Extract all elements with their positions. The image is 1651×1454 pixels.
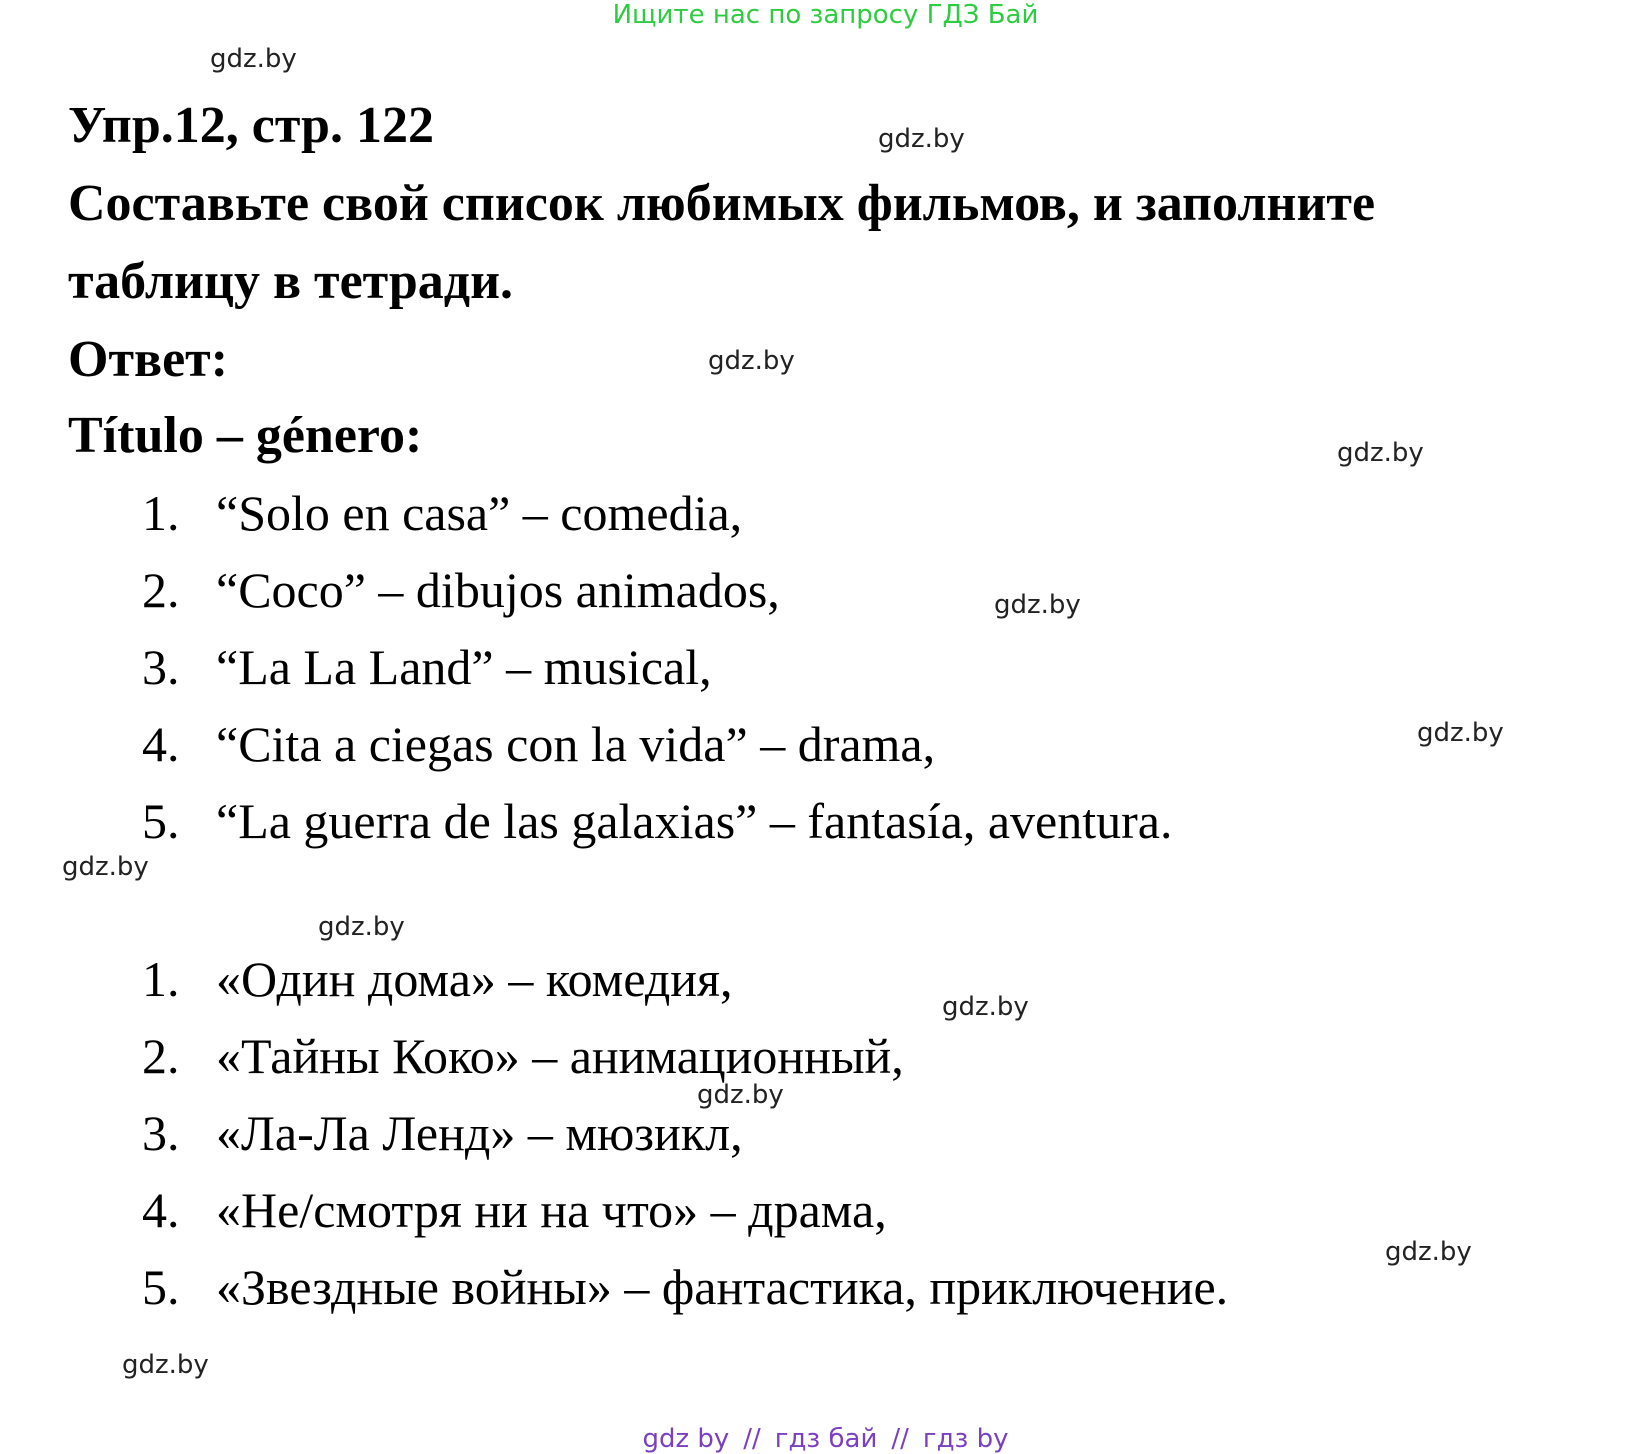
spanish-list-item <box>142 484 742 542</box>
item-number: 2. <box>142 1028 180 1084</box>
item-text: «Не/смотря ни на что» – драма, <box>216 1182 887 1238</box>
list-subtitle: Título – género: <box>68 407 423 464</box>
footer-text: гдз бай <box>774 1424 878 1454</box>
watermark: gdz.by <box>1337 438 1424 468</box>
watermark: gdz.by <box>942 992 1029 1022</box>
russian-list-item <box>142 1104 743 1162</box>
watermark: gdz.by <box>62 852 149 882</box>
watermark: gdz.by <box>1417 718 1504 748</box>
russian-list-item <box>142 1027 904 1085</box>
item-number: 2. <box>142 562 180 618</box>
exercise-title: Упр.12, стр. 122 <box>68 97 434 154</box>
footer-watermark <box>0 1424 1651 1454</box>
item-text: “Coco” – dibujos animados, <box>216 562 780 618</box>
task-line-2: таблицу в тетради. <box>68 253 514 310</box>
item-text: «Один дома» – комедия, <box>216 951 733 1007</box>
item-text: “La La Land” – musical, <box>216 639 712 695</box>
russian-list-item <box>142 1181 887 1239</box>
item-number: 5. <box>142 793 180 849</box>
spanish-list-item <box>142 792 1172 850</box>
item-text: “Solo en casa” – comedia, <box>216 485 743 541</box>
item-number: 4. <box>142 1182 180 1238</box>
watermark: gdz.by <box>994 590 1081 620</box>
task-line-1: Составьте свой список любимых фильмов, и заполните <box>68 175 1376 232</box>
watermark: gdz.by <box>878 124 965 154</box>
footer-text: гдз by <box>922 1424 1009 1454</box>
watermark: gdz.by <box>210 44 297 74</box>
footer-text: gdz by <box>642 1424 730 1454</box>
spanish-list-item <box>142 638 712 696</box>
watermark: gdz.by <box>697 1080 784 1110</box>
item-number: 3. <box>142 639 180 695</box>
item-number: 3. <box>142 1105 180 1161</box>
russian-list-item <box>142 950 733 1008</box>
spanish-list-item <box>142 715 935 773</box>
item-text: “La guerra de las galaxias” – fantasía, aventura. <box>216 793 1173 849</box>
item-text: «Ла-Ла Ленд» – мюзикл, <box>216 1105 743 1161</box>
top-banner: Ищите нас по запросу ГДЗ Бай <box>612 0 1039 30</box>
item-text: «Тайны Коко» – анимационный, <box>216 1028 904 1084</box>
item-number: 4. <box>142 716 180 772</box>
footer-separator: // <box>743 1424 761 1454</box>
item-text: “Cita a ciegas con la vida” – drama, <box>216 716 936 772</box>
watermark: gdz.by <box>318 912 405 942</box>
item-number: 1. <box>142 485 180 541</box>
item-number: 5. <box>142 1259 180 1315</box>
item-number: 1. <box>142 951 180 1007</box>
watermark: gdz.by <box>1385 1237 1472 1267</box>
item-text: «Звездные войны» – фантастика, приключение. <box>216 1259 1229 1315</box>
answer-label: Ответ: <box>68 331 229 388</box>
russian-list-item <box>142 1258 1228 1316</box>
watermark: gdz.by <box>122 1350 209 1380</box>
spanish-list-item <box>142 561 780 619</box>
watermark: gdz.by <box>708 346 795 376</box>
footer-separator: // <box>891 1424 909 1454</box>
